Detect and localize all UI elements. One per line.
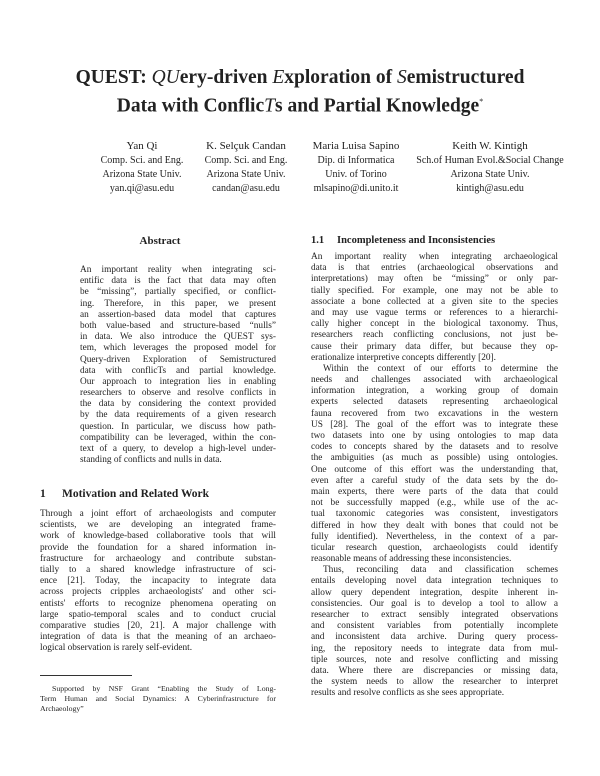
title-segment: E <box>272 67 285 88</box>
author-email: mlsapino@di.unito.it <box>313 183 399 194</box>
abstract-heading: Abstract <box>139 235 181 247</box>
abstract-text <box>80 265 276 466</box>
text-line: text of a query, to develop a high-level under- <box>80 444 276 454</box>
author-name: Keith W. Kintigh <box>452 140 528 152</box>
text-line: An important reality when integrating archaeological <box>311 252 558 262</box>
author-institution: Arizona State Univ. <box>206 169 286 180</box>
text-line: scientists, we are developing an integrated frame- <box>40 520 276 531</box>
footnote <box>40 684 276 714</box>
text-line: interpretations) may often be “missing” or only par- <box>311 274 558 285</box>
title-segment: xploration of <box>284 67 397 88</box>
section-1-text <box>40 509 276 654</box>
text-line: codes to concepts shared by the datasets and to resolve <box>311 442 558 453</box>
text-line: entific data is the fact that data may often <box>80 276 276 287</box>
author-name: K. Selçuk Candan <box>206 140 286 152</box>
text-line: An important reality when integrating sci- <box>80 265 276 275</box>
text-line: associate a bone collected at a given site to the species <box>311 296 558 307</box>
text-line: Archaeology” <box>40 704 84 713</box>
text-line: tual taxonomic categories was consistent, investigators <box>311 509 558 520</box>
paper-title-line-2 <box>0 90 600 119</box>
text-line: both value-based and structure-based “nulls” <box>80 320 276 331</box>
text-line: tem, which leverages the proposed model for <box>80 343 276 354</box>
text-line: data with conflicTs and partial knowledge. <box>80 365 276 376</box>
author-affiliation: Comp. Sci. and Eng. <box>100 155 184 166</box>
section-1-heading <box>40 488 209 500</box>
subsection-1-1-heading <box>311 235 495 246</box>
text-line: experts selected datasets representing archaeological <box>311 397 558 408</box>
text-line: fauna recovered from two excavations in the western <box>311 408 558 419</box>
text-line: two datasets into one by using ontologies to map data <box>311 431 558 441</box>
title-segment: Data with Conflic <box>116 95 265 117</box>
title-segment: S <box>396 67 407 88</box>
author-email: kintigh@asu.edu <box>456 183 524 194</box>
text-line: information integration, a working group of domain <box>311 386 558 397</box>
text-line: researcher to extract sensibly integrated observations <box>311 610 558 620</box>
author-institution: Arizona State Univ. <box>102 169 182 180</box>
text-line: standing of conflicts and nulls in data. <box>80 455 222 466</box>
text-line: comparative studies [20, 21]. A major challenge with <box>40 620 276 631</box>
text-line: compatibility can be leveraged, within the con- <box>80 432 276 443</box>
title-segment: QU <box>151 67 180 88</box>
text-line: not be successfully mapped (e.g., while use of the ac- <box>311 498 558 509</box>
author-email: candan@asu.edu <box>212 183 280 194</box>
text-line: the system needs to allow the researcher to interpret <box>311 677 558 688</box>
text-line: ticular research question, archaeologists could identify <box>311 542 558 553</box>
text-line: in data. We also introduce the QUEST sys- <box>80 332 276 343</box>
text-line: be “missing”, partially specified, or conflict- <box>80 287 276 298</box>
author-affiliation: Sch.of Human Evol.&Social Change <box>416 155 564 166</box>
text-line: needs and challenges associated with archaeological <box>311 375 558 386</box>
text-line: One outcome of this effort was the understanding that, <box>311 464 558 475</box>
text-line: Our approach to integration lies in enabling <box>80 376 276 387</box>
text-line: Query-driven Exploration of Semistructured <box>80 354 276 365</box>
text-line: ing, the repository needs to integrate data from mul- <box>311 643 558 654</box>
text-line: question. In particular, we discuss how path- <box>80 421 276 432</box>
author-affiliation: Dip. di Informatica <box>317 155 395 166</box>
text-line: the ambiguities (as much as possible) using ontologies. <box>311 453 558 464</box>
text-line: by the data requirements of a given research <box>80 410 276 421</box>
text-line: differed in how they dealt with bones that could not be <box>311 520 558 531</box>
paragraph <box>311 364 558 565</box>
paragraph <box>311 252 558 364</box>
author-block <box>101 139 184 196</box>
text-line: US [28]. The goal of the effort was to integrate these <box>311 419 558 430</box>
author-name: Maria Luisa Sapino <box>312 140 400 152</box>
text-line: allow query dependent integration, despite inherent in- <box>311 587 558 598</box>
text-line: integration of data is that the meaning of an archaeo- <box>40 632 276 643</box>
text-line: consistencies. Our goal is to develop a tool to allow a <box>311 598 558 609</box>
author-block <box>416 139 563 196</box>
subsection-number: 1.1 <box>311 235 325 246</box>
author-block <box>205 139 288 196</box>
text-line: Supported by NSF Grant “Enabling the Study of Long- <box>52 684 276 693</box>
text-line: an assertion-based data model that captures <box>80 309 276 320</box>
text-line: results and resolve conflicts as she sees appropriate. <box>311 688 505 699</box>
text-line: entails developing novel data integration techniques to <box>311 576 558 587</box>
author-email: yan.qi@asu.edu <box>109 183 175 194</box>
text-line: and may use vague terms or references to a hierarchi- <box>311 307 558 318</box>
title-segment: s and Partial Knowledge <box>274 95 480 117</box>
text-line: across projects cripples archaeologists' and other sci- <box>40 587 276 598</box>
text-line: fully identified). Nevertheless, in the context of a par- <box>311 531 558 542</box>
text-line: Through a joint effort of archaeologists and computer <box>40 509 276 519</box>
text-line: cause their primary data differ, but because they op- <box>311 341 558 352</box>
author-institution: Univ. of Torino <box>325 169 387 180</box>
text-line: even after a careful study of the data sets by the do- <box>311 475 558 486</box>
footnote-rule <box>40 675 132 676</box>
author-name: Yan Qi <box>126 140 158 152</box>
title-segment: T <box>264 95 275 117</box>
text-line: data is that entries (archaeological observations and <box>311 263 558 274</box>
subsection-1-1-text <box>311 252 558 700</box>
text-line: data. Where there are discrepancies or missing data, <box>311 665 558 676</box>
text-line: Term Human and Social Dynamics: A Cyberinfrastructure for <box>40 694 276 703</box>
author-affiliation: Comp. Sci. and Eng. <box>204 155 288 166</box>
text-line: Within the context of our efforts to determine the <box>323 363 558 374</box>
text-line: tiple sources, note and resolve conflicting and missing <box>311 654 558 665</box>
text-line: cally higher concept in the biological taxonomy. Thus, <box>311 319 558 330</box>
text-line: ing. Therefore, in this paper, we present <box>80 298 276 309</box>
text-line: provide the foundation for a shared information in- <box>40 542 276 553</box>
text-line: researchers reach conflicting conclusions, not just be- <box>311 330 558 341</box>
subsection-title: Incompleteness and Inconsistencies <box>337 235 496 246</box>
title-segment: ery-driven <box>179 67 273 88</box>
text-line: researchers to observe and resolve conflicts in <box>80 388 276 399</box>
text-line: erationalize interpretive concepts differently [20]. <box>311 352 496 363</box>
text-line: work of knowledge-based collaborative tools that will <box>40 531 276 542</box>
author-block <box>313 139 400 196</box>
text-line: entists' efforts to recognize phenomena operating on <box>40 598 276 609</box>
text-line: frastructure for archaeology and contribute substan- <box>40 553 276 564</box>
text-line: and consistent variables from potentially incomplete <box>311 621 558 632</box>
paper-title-line-1 <box>0 66 600 90</box>
text-line: logical observation is rarely self-evident. <box>40 643 193 654</box>
text-line: reasonable means of addressing these inconsistencies. <box>311 554 512 565</box>
text-line: and inconsistent data archive. During query process- <box>311 632 558 643</box>
text-line: the data by considering the context provided <box>80 399 276 410</box>
footnote-mark: * <box>479 97 484 106</box>
text-line: main experts, there were parts of the data that could <box>311 486 558 497</box>
text-line: ence [21]. Today, the incapacity to integrate data <box>40 576 276 587</box>
section-number: 1 <box>40 488 46 500</box>
paragraph <box>311 565 558 699</box>
title-segment: QUEST: <box>75 67 152 88</box>
author-institution: Arizona State Univ. <box>450 169 530 180</box>
title-segment: emistructured <box>406 67 525 88</box>
text-line: tially specified. For example, one may not be able to <box>311 285 558 296</box>
text-line: large spatio-temporal scales and to conduct crucial <box>40 609 276 620</box>
text-line: tially to a shared knowledge infrastructure of sci- <box>40 564 276 575</box>
section-title: Motivation and Related Work <box>62 488 210 500</box>
text-line: Thus, reconciling data and classification schemes <box>323 565 558 576</box>
